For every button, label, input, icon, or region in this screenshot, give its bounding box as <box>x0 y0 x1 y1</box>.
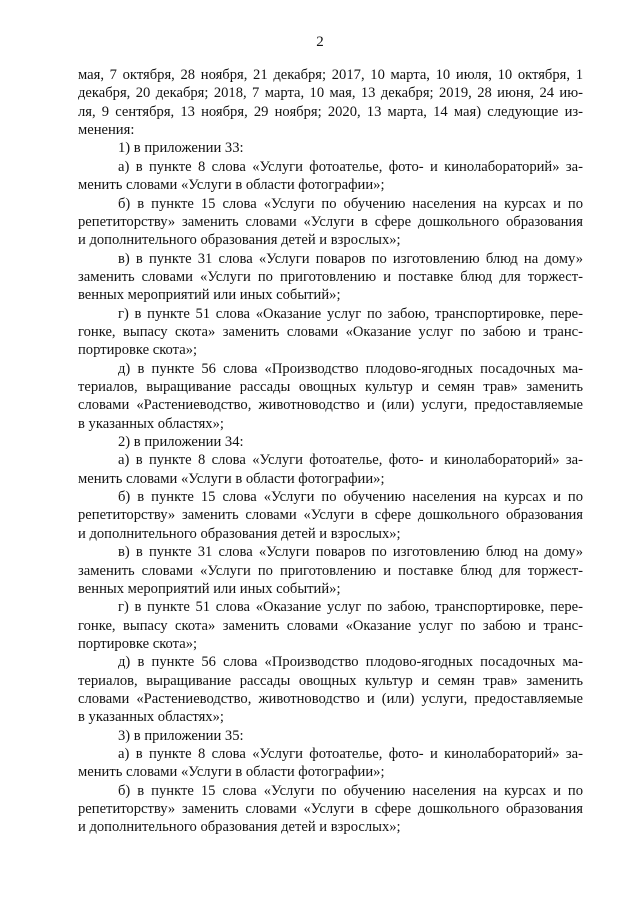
text-line: териалов, выращивание рассады овощных культур и семян трав» заменить <box>78 672 583 689</box>
text-line: а) в пункте 8 слова «Услуги фотоателье, фото- и кинолабораторий» за- <box>118 452 583 469</box>
text-line: 2) в приложении 34: <box>118 434 244 450</box>
text-line: д) в пункте 56 слова «Производство плодово-ягодных посадочных ма- <box>118 654 583 671</box>
page-number: 2 <box>316 34 324 50</box>
text-line: менить словами «Услуги в области фотографии»; <box>78 764 385 781</box>
text-line: репетиторству» заменить словами «Услуги в сфере дошкольного образования <box>78 507 583 524</box>
text-line: гонке, выпасу скота» заменить словами «Оказание услуг по забою и транс- <box>78 617 583 634</box>
text-line: менить словами «Услуги в области фотографии»; <box>78 470 385 487</box>
text-line: портировке скота»; <box>78 635 198 652</box>
text-line: венных мероприятий или иных событий»; <box>78 580 341 597</box>
text-line: в) в пункте 31 слова «Услуги поваров по изготовлению блюд на дому» <box>118 250 583 267</box>
text-line: портировке скота»; <box>78 342 198 359</box>
text-line: териалов, выращивание рассады овощных культур и семян трав» заменить <box>78 379 583 395</box>
text-line: д) в пункте 56 слова «Производство плодово-ягодных посадочных ма- <box>118 360 583 377</box>
text-line: а) в пункте 8 слова «Услуги фотоателье, фото- и кинолабораторий» за- <box>118 746 583 762</box>
text-line: и дополнительного образования детей и взрослых»; <box>78 525 401 542</box>
text-line: и дополнительного образования детей и взрослых»; <box>78 232 401 249</box>
text-line: 1) в приложении 33: <box>118 140 244 157</box>
text-line: мая, 7 октября, 28 ноября, 21 декабря; 2017, 10 марта, 10 июля, 10 октября, 1 <box>78 67 583 83</box>
text-line: менения: <box>78 122 135 139</box>
text-line: в) в пункте 31 слова «Услуги поваров по изготовлению блюд на дому» <box>118 544 583 561</box>
text-line: и дополнительного образования детей и взрослых»; <box>78 819 401 836</box>
text-line: 3) в приложении 35: <box>118 727 244 744</box>
text-line: в указанных областях»; <box>78 415 224 432</box>
text-line: б) в пункте 15 слова «Услуги по обучению населения на курсах и по <box>118 782 583 799</box>
text-line: г) в пункте 51 слова «Оказание услуг по забою, транспортировке, пере- <box>118 305 583 322</box>
text-line: заменить словами «Услуги по приготовлению и поставке блюд для торжест- <box>78 562 583 579</box>
text-line: г) в пункте 51 слова «Оказание услуг по забою, транспортировке, пере- <box>118 599 583 616</box>
text-line: ля, 9 сентября, 13 ноября, 29 ноября; 2020, 13 марта, 14 мая) следующие из- <box>78 103 583 120</box>
text-line: менить словами «Услуги в области фотографии»; <box>78 177 385 194</box>
text-line: гонке, выпасу скота» заменить словами «Оказание услуг по забою и транс- <box>78 323 583 340</box>
text-line: декабря, 20 декабря; 2018, 7 марта, 10 мая, 13 декабря; 2019, 28 июня, 24 ию- <box>78 85 583 102</box>
text-line: словами «Растениеводство, животноводство и (или) услуги, предоставляемые <box>78 397 583 414</box>
text-line: заменить словами «Услуги по приготовлению и поставке блюд для торжест- <box>78 268 583 285</box>
text-line: а) в пункте 8 слова «Услуги фотоателье, фото- и кинолабораторий» за- <box>118 158 583 175</box>
text-line: венных мероприятий или иных событий»; <box>78 287 341 304</box>
text-line: словами «Растениеводство, животноводство и (или) услуги, предоставляемые <box>78 690 583 707</box>
text-line: репетиторству» заменить словами «Услуги в сфере дошкольного образования <box>78 801 583 817</box>
text-line: б) в пункте 15 слова «Услуги по обучению населения на курсах и по <box>118 195 583 212</box>
text-line: репетиторству» заменить словами «Услуги в сфере дошкольного образования <box>78 213 583 230</box>
text-line: б) в пункте 15 слова «Услуги по обучению населения на курсах и по <box>118 489 583 506</box>
text-line: в указанных областях»; <box>78 709 224 726</box>
